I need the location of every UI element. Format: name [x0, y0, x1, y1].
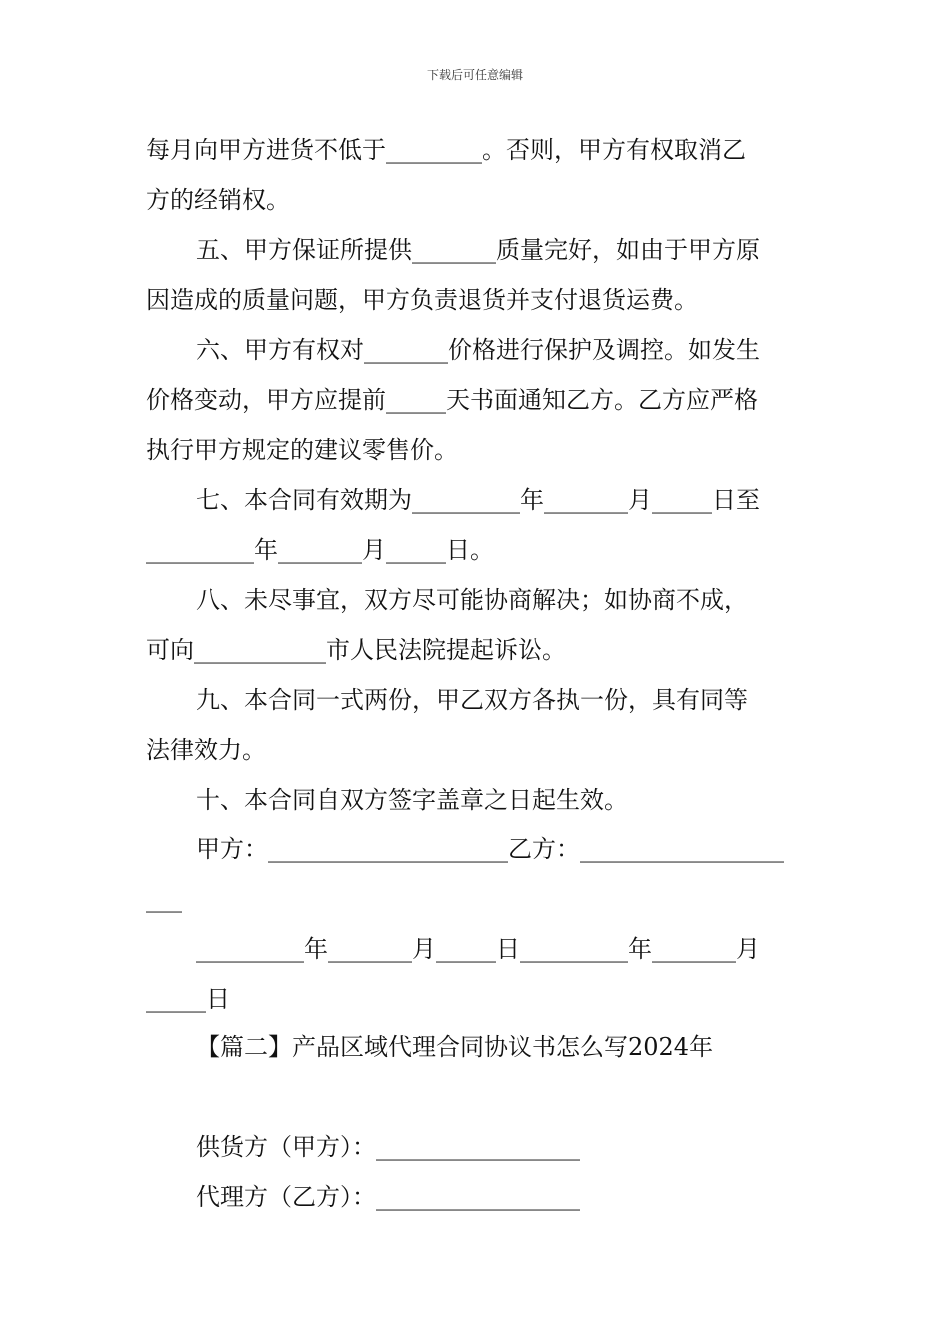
supplier-field: 供货方（甲方）：_________________ — [196, 1133, 580, 1161]
clause-7-line-1: 七、本合同有效期为_________年_______月_____日至 — [196, 486, 760, 514]
section-title-part-two: 【篇二】产品区域代理合同协议书怎么写2024年 — [196, 1033, 714, 1061]
page-header: 下载后可任意编辑 — [426, 68, 523, 82]
clause-8-line-2: 可向___________市人民法院提起诉讼。 — [146, 636, 566, 664]
signature-parties-overflow: ___ — [146, 885, 182, 913]
clause-9-line-1: 九、本合同一式两份，甲乙双方各执一份，具有同等 — [196, 686, 748, 714]
signature-parties-line: 甲方：____________________乙方：_________________ — [196, 835, 784, 863]
clause-6-line-2: 价格变动，甲方应提前_____天书面通知乙方。乙方应严格 — [146, 386, 758, 414]
clause-5-line-1: 五、甲方保证所提供_______质量完好，如由于甲方原 — [196, 236, 760, 264]
paragraph-line-4-end: 方的经销权。 — [146, 186, 290, 214]
clause-6-line-1: 六、甲方有权对_______价格进行保护及调控。如发生 — [196, 336, 760, 364]
clause-10-line: 十、本合同自双方签字盖章之日起生效。 — [196, 786, 628, 814]
clause-6-line-3: 执行甲方规定的建议零售价。 — [146, 436, 458, 464]
signature-date-line: _________年_______月_____日_________年_______月 — [196, 935, 760, 963]
clause-5-line-2: 因造成的质量问题，甲方负责退货并支付退货运费。 — [146, 286, 698, 314]
clause-7-line-2: _________年_______月_____日。 — [146, 536, 494, 564]
paragraph-line-4-cont: 每月向甲方进货不低于________。否则，甲方有权取消乙 — [146, 136, 746, 164]
clause-9-line-2: 法律效力。 — [146, 736, 266, 764]
clause-8-line-1: 八、未尽事宜，双方尽可能协商解决；如协商不成， — [196, 586, 748, 614]
agent-field: 代理方（乙方）：_________________ — [196, 1183, 580, 1211]
signature-date-overflow: _____日 — [146, 985, 230, 1013]
